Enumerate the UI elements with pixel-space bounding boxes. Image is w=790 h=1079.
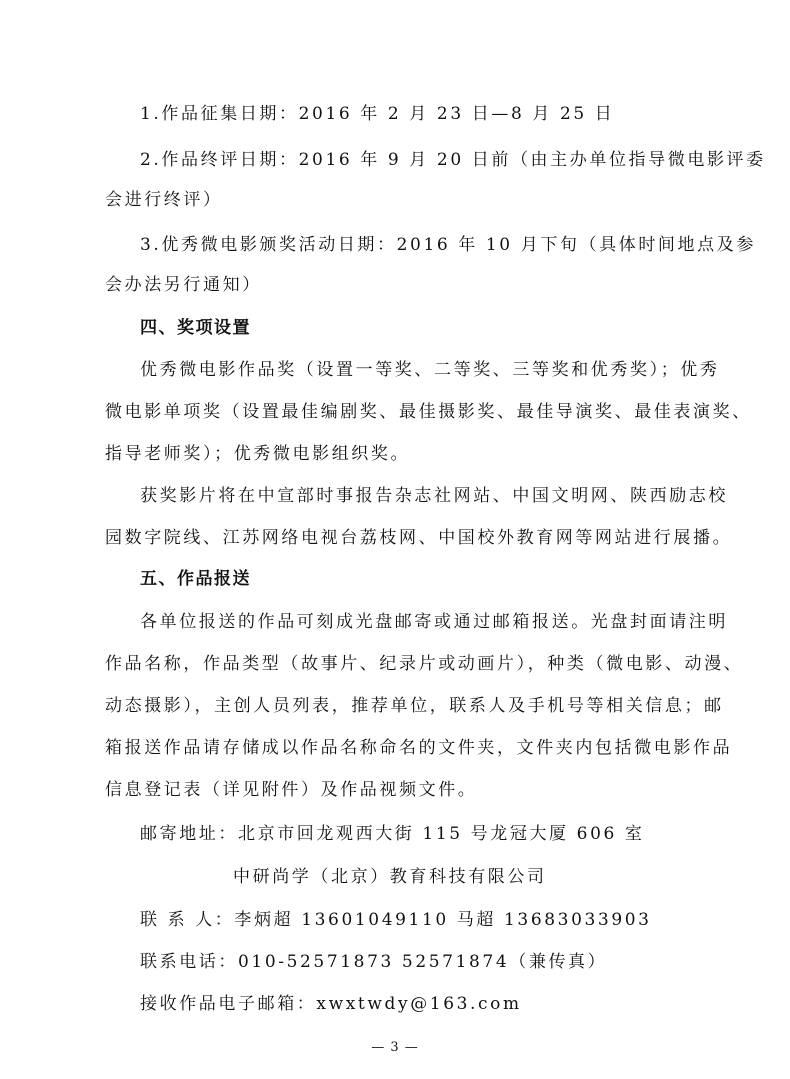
mailing-address: 邮寄地址：北京市回龙观西大街 115 号龙冠大厦 606 室 <box>140 824 645 844</box>
company-name: 中研尚学（北京）教育科技有限公司 <box>233 867 547 887</box>
contact-phone: 联系电话：010-52571873 52571874（兼传真） <box>140 952 608 972</box>
submission-paragraph-line: 动态摄影），主创人员列表，推荐单位，联系人及手机号等相关信息；邮 <box>105 696 724 716</box>
submission-paragraph-line: 作品名称，作品类型（故事片、纪录片或动画片），种类（微电影、动漫、 <box>105 654 744 674</box>
submission-email: 接收作品电子邮箱：xwxtwdy@163.com <box>140 994 522 1014</box>
submission-paragraph-line: 箱报送作品请存储成以作品名称命名的文件夹，文件夹内包括微电影作品 <box>105 738 733 758</box>
broadcast-paragraph-line: 获奖影片将在中宣部时事报告杂志社网站、中国文明网、陕西励志校 <box>140 486 728 506</box>
submission-paragraph-line: 各单位报送的作品可刻成光盘邮寄或通过邮箱报送。光盘封面请注明 <box>140 612 728 632</box>
submission-paragraph-line: 信息登记表（详见附件）及作品视频文件。 <box>105 780 478 800</box>
section-heading-awards: 四、奖项设置 <box>140 318 251 338</box>
contact-persons: 联 系 人：李炳超 13601049110 马超 13683033903 <box>140 910 652 930</box>
section-heading-submission: 五、作品报送 <box>140 569 251 589</box>
awards-paragraph-line: 优秀微电影作品奖（设置一等奖、二等奖、三等奖和优秀奖）；优秀 <box>140 360 720 380</box>
schedule-item-final-review-date-cont: 会进行终评） <box>105 190 223 210</box>
page-number: — 3 — <box>371 1040 419 1055</box>
schedule-item-collection-date: 1.作品征集日期：2016 年 2 月 23 日—8 月 25 日 <box>140 104 615 124</box>
awards-paragraph-line: 指导老师奖）；优秀微电影组织奖。 <box>105 444 411 464</box>
schedule-item-final-review-date: 2.作品终评日期：2016 年 9 月 20 日前（由主办单位指导微电影评委 <box>140 150 766 170</box>
awards-paragraph-line: 微电影单项奖（设置最佳编剧奖、最佳摄影奖、最佳导演奖、最佳表演奖、 <box>105 402 752 422</box>
schedule-item-award-ceremony-date-cont: 会办法另行通知） <box>105 275 262 295</box>
schedule-item-award-ceremony-date: 3.优秀微电影颁奖活动日期：2016 年 10 月下旬（具体时间地点及参 <box>140 235 756 255</box>
broadcast-paragraph-line: 园数字院线、江苏网络电视台荔枝网、中国校外教育网等网站进行展播。 <box>105 528 733 548</box>
